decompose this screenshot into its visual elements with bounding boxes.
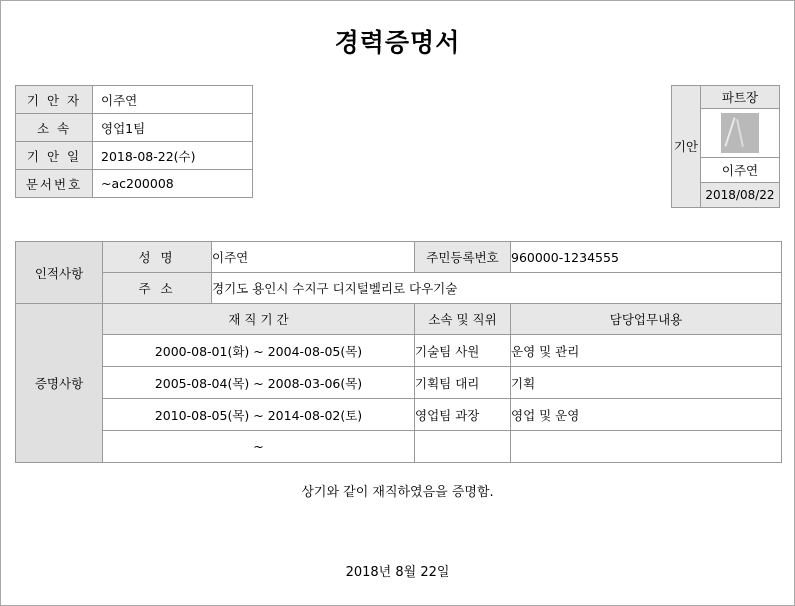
- table-row: [701, 86, 780, 109]
- header-area: [1, 85, 794, 225]
- career-duty: 영업 및 운영: [511, 399, 782, 431]
- career-period: ~: [103, 431, 415, 463]
- main-content-table: [15, 241, 782, 463]
- career-duty: 운영 및 관리: [511, 335, 782, 367]
- personal-id-label: 주민등록번호: [415, 242, 511, 273]
- personal-section-label: 인적사항: [16, 242, 103, 304]
- approval-side-label: 기안: [671, 85, 700, 208]
- approval-name: 이주연: [701, 158, 780, 183]
- table-row: [16, 335, 782, 367]
- table-row: [16, 304, 782, 335]
- career-header-duty: 담당업무내용: [511, 304, 782, 335]
- draft-info-table: [15, 85, 253, 198]
- table-row: [701, 158, 780, 183]
- career-header-period: 재 직 기 간: [103, 304, 415, 335]
- approval-block: [671, 85, 780, 208]
- approval-position: 파트장: [701, 86, 780, 109]
- table-row: [16, 114, 253, 142]
- career-period: 2010-08-05(목) ~ 2014-08-02(토): [103, 399, 415, 431]
- table-row: [16, 431, 782, 463]
- table-row: [16, 86, 253, 114]
- draft-date-label: 기 안 일: [16, 142, 93, 170]
- approval-stamp-cell: [701, 109, 780, 158]
- table-row: [16, 367, 782, 399]
- draft-author-value: 이주연: [93, 86, 253, 114]
- draft-docnum-label: 문서번호: [16, 170, 93, 198]
- signature-stamp-icon: [721, 113, 759, 153]
- career-position: [415, 431, 511, 463]
- draft-author-label: 기 안 자: [16, 86, 93, 114]
- career-duty: 기획: [511, 367, 782, 399]
- personal-address-value: 경기도 용인시 수지구 디지털벨리로 다우기술: [212, 273, 782, 304]
- career-header-position: 소속 및 직위: [415, 304, 511, 335]
- statement-text: 상기와 같이 재직하였음을 증명함.: [301, 485, 494, 500]
- table-row: [16, 142, 253, 170]
- table-row: [16, 273, 782, 304]
- career-position: 영업팀 과장: [415, 399, 511, 431]
- table-row: [16, 399, 782, 431]
- approval-table: [700, 85, 780, 208]
- career-section-label: 증명사항: [16, 304, 103, 463]
- personal-id-value: 960000-1234555: [511, 242, 782, 273]
- draft-dept-label: 소 속: [16, 114, 93, 142]
- table-row: [701, 183, 780, 208]
- career-position: 기획팀 대리: [415, 367, 511, 399]
- approval-date: 2018/08/22: [701, 183, 780, 208]
- personal-address-label: 주 소: [103, 273, 212, 304]
- career-period: 2005-08-04(목) ~ 2008-03-06(목): [103, 367, 415, 399]
- career-position: 기술팀 사원: [415, 335, 511, 367]
- career-duty: [511, 431, 782, 463]
- page-title: 경력증명서: [334, 28, 461, 57]
- personal-name-label: 성 명: [103, 242, 212, 273]
- draft-docnum-value: ~ac200008: [93, 170, 253, 198]
- draft-dept-value: 영업1팀: [93, 114, 253, 142]
- table-row: [16, 242, 782, 273]
- draft-date-value: 2018-08-22(수): [93, 142, 253, 170]
- document-date: 2018년 8월 22일: [345, 565, 450, 580]
- table-row: [16, 170, 253, 198]
- table-row: [701, 109, 780, 158]
- career-period: 2000-08-01(화) ~ 2004-08-05(목): [103, 335, 415, 367]
- personal-name-value: 이주연: [212, 242, 415, 273]
